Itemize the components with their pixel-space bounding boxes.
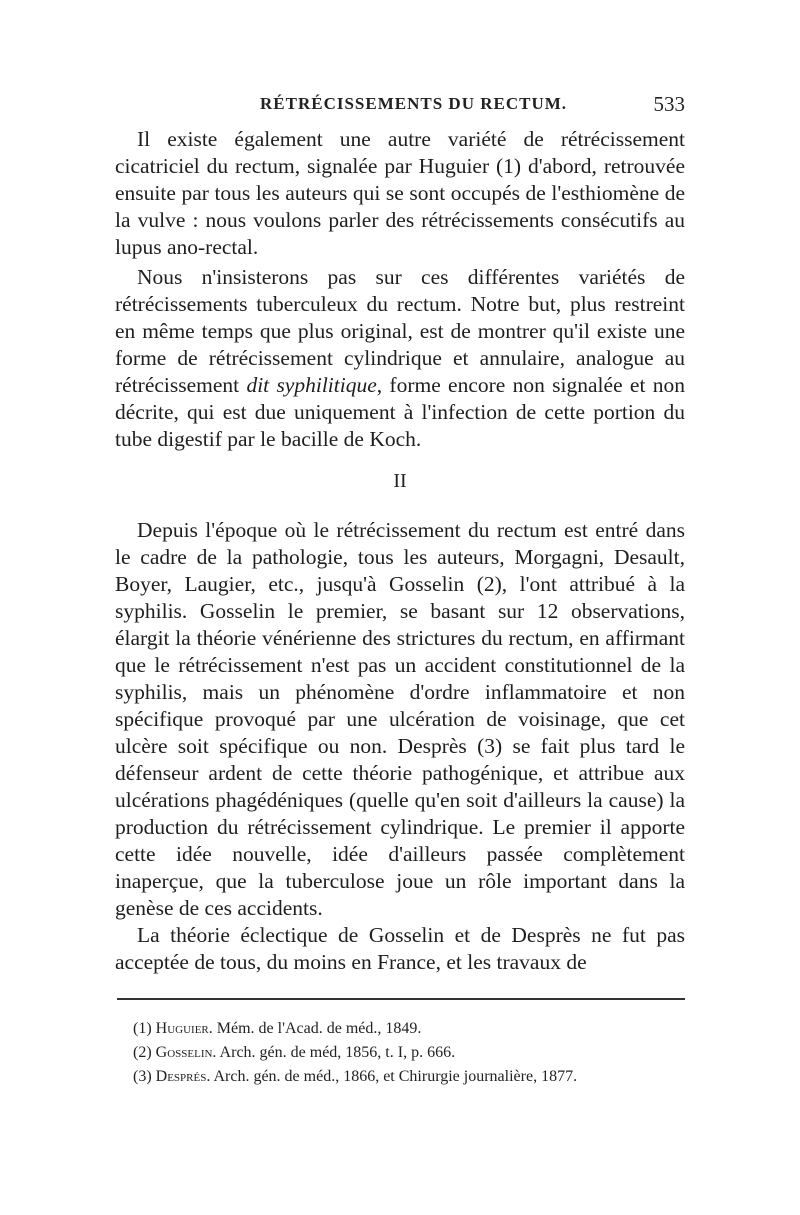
paragraph-4 (115, 922, 685, 976)
paragraph-1-text: Il existe également une autre variété de rétrécissement cicatriciel du rectum, signalée par Huguier (1) d'abord, retrouvée ensuite par tous les auteurs qui se sont occupés de l'esthiomène de la vulve : nous voulons parler des rétrécissements consécutifs au lupus ano-rectal. (115, 127, 685, 259)
footnote (115, 1041, 685, 1065)
page-header (115, 92, 685, 122)
paragraph-2-part-1: Nous n'insisterons pas sur ces différentes variétés de rétrécissements tuberculeux du rectum. Notre but, plus restreint en même temps que plus original, est de montrer qu'il existe une forme de rétrécissement cylindrique et annulaire, analogue au rétrécissement (115, 265, 685, 397)
footnote-text: Arch. gén. de méd, 1856, t. I, p. 666. (216, 1044, 456, 1061)
footnote (115, 1065, 685, 1089)
footnote-marker: (1) (133, 1020, 152, 1037)
paragraph-1 (115, 126, 685, 261)
paragraph-2-part-2: , forme encore non signalée et non décrite, qui est due uniquement à l'infection de cette portion du tube digestif par le bacille de Koch. (115, 373, 685, 451)
paragraph-2 (115, 264, 685, 453)
footnote-marker: (2) (133, 1044, 152, 1061)
footnote-marker: (3) (133, 1068, 152, 1085)
paragraph-3 (115, 517, 685, 922)
paragraph-3-text: Depuis l'époque où le rétrécissement du rectum est entré dans le cadre de la pathologie, tous les auteurs, Morgagni, Desault, Boyer, Laugier, etc., jusqu'à Gosselin (2), l'ont attribué à la syphilis. Gosselin le premier, se basant sur 12 observations, élargit la théorie vénérienne des strictures du rectum, en affirmant que le rétrécissement n'est pas un accident constitutionnel de la syphilis, mais un phénomène d'ordre inflammatoire et non spécifique provoqué par une ulcération de voisinage, que cet ulcère soit spécifique ou non. Desprès (3) se fait plus tard le défenseur ardent de cette théorie pathogénique, et attribue aux ulcérations phagédéniques (quelle qu'en soit d'ailleurs la cause) la production du rétrécissement cylindrique. Le premier il apporte cette idée nouvelle, idée d'ailleurs passée complètement inaperçue, que la tuberculose joue un rôle important dans la genèse de ces accidents. (115, 518, 685, 920)
footnote-author: Huguier. (155, 1020, 213, 1037)
footnotes (115, 1017, 685, 1089)
footnote-author: Gosselin. (155, 1044, 217, 1061)
footnote-text: Arch. gén. de méd., 1866, et Chirurgie journalière, 1877. (210, 1068, 578, 1085)
footnote-divider (117, 998, 685, 1000)
footnote (115, 1017, 685, 1041)
running-title: RÉTRÉCISSEMENTS DU RECTUM. (260, 94, 568, 113)
footnote-text: Mém. de l'Acad. de méd., 1849. (212, 1020, 422, 1037)
paragraph-4-text: La théorie éclectique de Gosselin et de Desprès ne fut pas acceptée de tous, du moins en France, et les travaux de (115, 923, 685, 974)
page-number: 533 (653, 92, 685, 116)
footnote-author: Després. (155, 1068, 211, 1085)
paragraph-2-text (115, 264, 685, 453)
section-heading: II (393, 470, 407, 492)
paragraph-2-italic: dit syphilitique (246, 373, 377, 397)
